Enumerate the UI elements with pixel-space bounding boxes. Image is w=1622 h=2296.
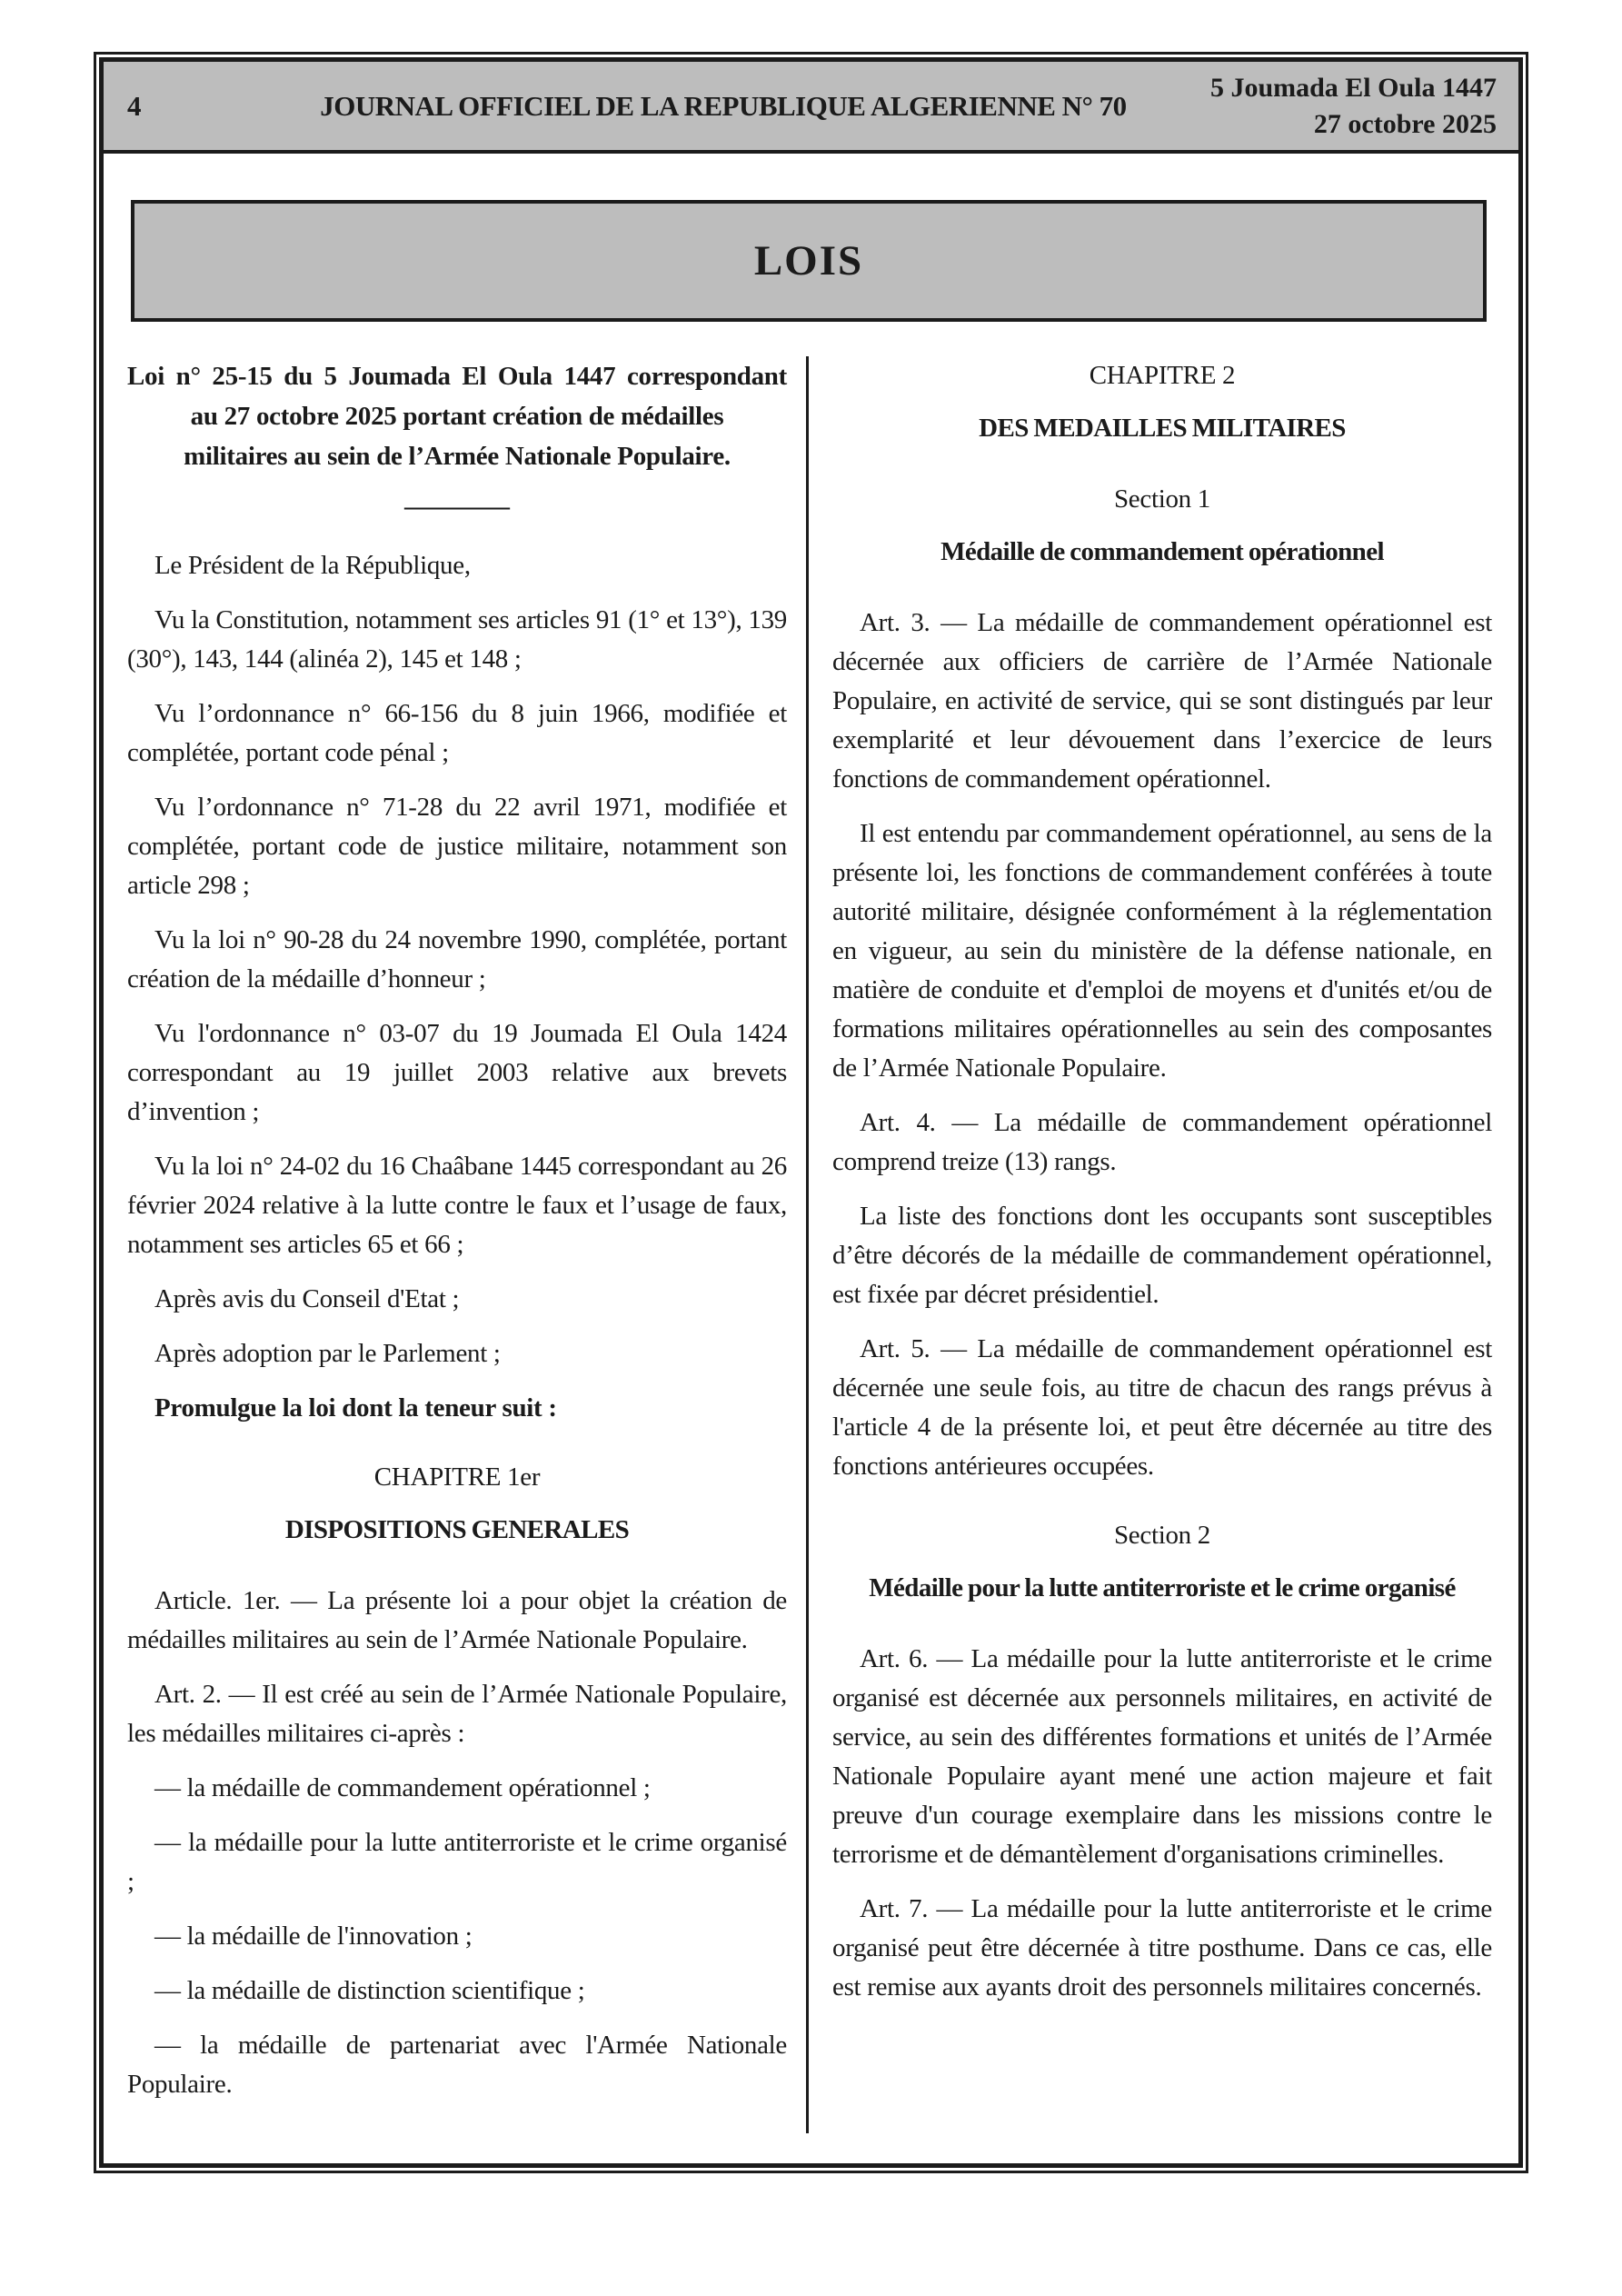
paragraph: Vu la loi n° 90-28 du 24 novembre 1990, complétée, portant création de la médaille d’honneur ;	[127, 925, 787, 993]
law-title	[127, 356, 787, 476]
section-title: Médaille pour la lutte antiterroriste et le crime organisé	[869, 1573, 1456, 1602]
content	[104, 356, 1518, 2163]
law-title-line: militaires au sein de l’Armée Nationale Populaire.	[184, 442, 731, 471]
paragraph: Art. 7. — La médaille pour la lutte antiterroriste et le crime organisé peut être décernée à titre posthume. Dans ce cas, elle est remise aux ayants droit des personnels militaires concernés.	[832, 1894, 1492, 2002]
paragraph: Vu la Constitution, notamment ses articles 91 (1° et 13°), 139 (30°), 143, 144 (alinéa 2), 145 et 148 ;	[127, 605, 787, 674]
paragraph: Art. 6. — La médaille pour la lutte antiterroriste et le crime organisé est décernée aux personnels militaires, en activité de service, au sein des différentes formations et unités de l’Armée Nationale Populaire ayant mené une action majeure et fait preuve d'un courage exemplaire dans les missions contre le terrorisme et de démantèlement d'organisations criminelles.	[832, 1644, 1492, 1869]
paragraph: — la médaille de partenariat avec l'Armée Nationale Populaire.	[127, 2031, 787, 2099]
page-frame	[94, 52, 1528, 2173]
paragraph: La liste des fonctions dont les occupants sont susceptibles d’être décorés de la médaille de commandement opérationnel, est fixée par décret présidentiel.	[832, 1202, 1492, 1309]
paragraph: Vu la loi n° 24-02 du 16 Chaâbane 1445 correspondant au 26 février 2024 relative à la lutte contre le faux et l’usage de faux, notamment ses articles 65 et 66 ;	[127, 1152, 787, 1259]
section-title: DES MEDAILLES MILITAIRES	[979, 414, 1346, 443]
paragraph: — la médaille de distinction scientifique ;	[154, 1976, 585, 2005]
paragraph: — la médaille de commandement opérationnel ;	[154, 1773, 651, 1802]
law-title-line: Loi n° 25-15 du 5 Joumada El Oula 1447 correspondant	[127, 362, 787, 391]
page-frame-inner	[99, 57, 1523, 2168]
paragraph: Vu l’ordonnance n° 71-28 du 22 avril 1971, modifiée et complétée, portant code de justice militaire, notamment son article 298 ;	[127, 793, 787, 900]
chapter-heading: CHAPITRE 1er	[373, 1462, 541, 1492]
dash-separator: ————	[404, 492, 510, 521]
paragraph: Après adoption par le Parlement ;	[154, 1339, 501, 1368]
paragraph: — la médaille pour la lutte antiterroriste et le crime organisé ;	[127, 1828, 787, 1896]
date-line-1: 5 Joumada El Oula 1447	[1209, 72, 1497, 103]
column-left	[127, 356, 787, 2120]
paragraph: Le Président de la République,	[154, 551, 471, 580]
lois-banner-title: LOIS	[753, 237, 864, 285]
paragraph: Art. 5. — La médaille de commandement opérationnel est décernée une seule fois, au titre de chacun des rangs prévus à l'article 4 de la présente loi, et peut être décernée au titre des fonctions antérieures occupées.	[832, 1334, 1492, 1481]
section-title: Médaille de commandement opérationnel	[940, 537, 1384, 566]
paragraph-bold: Promulgue la loi dont la teneur suit :	[154, 1393, 557, 1423]
chapter-heading: Section 2	[1113, 1521, 1211, 1550]
page-number: 4	[127, 89, 142, 122]
chapter-heading: CHAPITRE 2	[1089, 361, 1236, 390]
paragraph: Article. 1er. — La présente loi a pour objet la création de médailles militaires au sein de l’Armée Nationale Populaire.	[127, 1586, 787, 1654]
date-line-2: 27 octobre 2025	[1313, 108, 1497, 139]
paragraph: Il est entendu par commandement opérationnel, au sens de la présente loi, les fonctions de commandement conférées à toute autorité militaire, désignée conformément à la réglementation en vigueur, au sein du ministère de la défense nationale, en matière de conduite et d'emploi de moyens et d'unités et/ou de formations militaires opérationnelles au sein des composantes de l’Armée Nationale Populaire.	[832, 819, 1492, 1083]
header-band	[104, 62, 1518, 154]
section-title: DISPOSITIONS GENERALES	[284, 1515, 630, 1544]
issue-date	[1210, 70, 1518, 143]
column-divider	[806, 356, 809, 2133]
paragraph: Art. 3. — La médaille de commandement opérationnel est décernée aux officiers de carrière de l’Armée Nationale Populaire, en activité de service, qui se sont distingués par leur exemplarité et leur dévouement dans l’exercice de leurs fonctions de commandement opérationnel.	[832, 608, 1492, 794]
chapter-heading: Section 1	[1113, 484, 1211, 514]
law-title-line: au 27 octobre 2025 portant création de médailles	[190, 402, 724, 431]
lois-banner	[131, 200, 1487, 322]
paragraph: Vu l’ordonnance n° 66-156 du 8 juin 1966, modifiée et complétée, portant code pénal ;	[127, 699, 787, 767]
column-right	[832, 356, 1492, 2022]
paragraph: Après avis du Conseil d'Etat ;	[154, 1284, 460, 1313]
paragraph: — la médaille de l'innovation ;	[154, 1922, 473, 1951]
paragraph: Vu l'ordonnance n° 03-07 du 19 Joumada El Oula 1424 correspondant au 19 juillet 2003 relative aux brevets d’invention ;	[127, 1019, 787, 1126]
paragraph: Art. 2. — Il est créé au sein de l’Armée Nationale Populaire, les médailles militaires ci-après :	[127, 1680, 787, 1748]
journal-title: JOURNAL OFFICIEL DE LA REPUBLIQUE ALGERIENNE N° 70	[320, 89, 1127, 122]
paragraph: Art. 4. — La médaille de commandement opérationnel comprend treize (13) rangs.	[832, 1108, 1492, 1176]
